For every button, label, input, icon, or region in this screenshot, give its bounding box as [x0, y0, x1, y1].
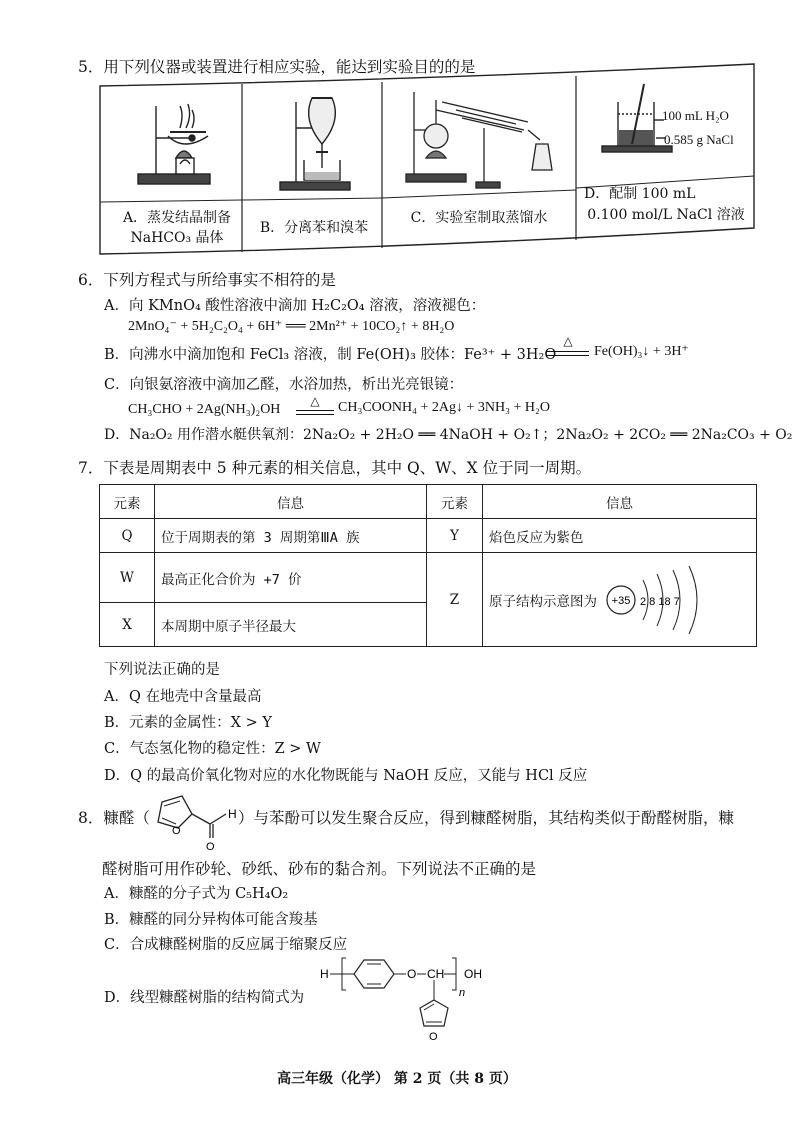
element-w: W	[100, 553, 155, 603]
info-y: 焰色反应为紫色	[483, 519, 757, 553]
q7-sub-stem: 下列说法正确的是	[104, 662, 220, 678]
q7-option-c: C．气态氢化物的稳定性：Z > W	[104, 741, 321, 757]
header-info-2: 信息	[483, 485, 757, 519]
q7-stem: 7．下表是周期表中 5 种元素的相关信息，其中 Q、W、X 位于同一周期。	[78, 459, 592, 477]
apparatus-b-separatory-funnel-icon	[280, 98, 350, 190]
furfural-h: H	[228, 807, 237, 821]
header-info-1: 信息	[155, 485, 427, 519]
q8-option-b: B．糠醛的同分异构体可能含羧基	[104, 912, 318, 928]
furfural-ring-o: O	[172, 825, 181, 837]
beaker-label-nacl: 0.585 g NaCl	[664, 132, 734, 147]
apparatus-c-distillation-icon	[406, 92, 552, 188]
q8-stem-mid: ）与苯酚可以发生聚合反应，得到糠醛树脂，其结构类似于酚醛树脂，糠	[238, 809, 735, 827]
q8-stem-end: 醛树脂可用作砂轮、砂纸、砂布的黏合剂。下列说法不正确的是	[102, 860, 537, 878]
q8-option-a: A．糠醛的分子式为 C₅H₄O₂	[104, 886, 289, 902]
furfural-carbonyl-o: O	[206, 841, 215, 852]
furfural-structure-icon	[148, 790, 240, 852]
resin-repeat-n: n	[459, 987, 466, 999]
caption-d-line1: D．配制 100 mL	[584, 186, 696, 202]
page-footer: 高三年级（化学） 第 2 页（共 8 页）	[277, 1071, 517, 1087]
q7-element-table	[99, 484, 757, 647]
q6-equation-a: 2MnO₄⁻ + 5H₂C₂O₄ + 6H⁺ ══ 2Mn²⁺ + 10CO₂↑ + 8H₂O	[128, 319, 455, 334]
caption-b: B．分离苯和溴苯	[259, 220, 369, 236]
q7-option-a: A．Q 在地壳中含量最高	[104, 689, 262, 705]
element-x: X	[100, 603, 155, 647]
q6-b-heat-mark: △	[563, 334, 573, 348]
resin-ether-o: O	[407, 967, 417, 981]
element-q: Q	[100, 519, 155, 553]
table-row	[100, 553, 757, 603]
q6-stem: 6．下列方程式与所给事实不相符的是	[78, 271, 336, 289]
electron-shells: 2 8 18 7	[640, 595, 680, 608]
q7-option-b: B．元素的金属性：X > Y	[104, 715, 272, 731]
resin-ch: CH	[427, 967, 445, 981]
resin-structure-icon	[316, 950, 506, 1046]
nucleus-charge: +35	[611, 594, 631, 607]
apparatus-a-evaporation-icon	[138, 104, 210, 184]
caption-a-line1: A．蒸发结晶制备	[122, 210, 232, 226]
table-row	[100, 519, 757, 553]
resin-furan-o: O	[429, 1031, 438, 1043]
q6-c-heat-mark: △	[310, 394, 320, 408]
element-z: Z	[427, 553, 483, 647]
q5-stem: 5．用下列仪器或装置进行相应实验，能达到实验目的的是	[78, 58, 476, 76]
q6-b-equals-sign	[547, 351, 589, 356]
q6-c-products: CH₃COONH₄ + 2Ag↓ + 3NH₃ + H₂O	[338, 400, 550, 415]
q8-option-d: D．线型糠醛树脂的结构简式为	[104, 990, 305, 1006]
resin-end-h: H	[320, 967, 329, 981]
header-element-1: 元素	[100, 485, 155, 519]
element-y: Y	[427, 519, 483, 553]
q6-b-products: Fe(OH)₃↓ + 3H⁺	[594, 344, 689, 359]
q6-option-c: C．向银氨溶液中滴加乙醛，水浴加热，析出光亮银镜：	[104, 377, 464, 393]
q6-c-reactants: CH₃CHO + 2Ag(NH₃)₂OH	[128, 402, 281, 417]
atom-structure-diagram	[603, 564, 715, 636]
caption-c: C．实验室制取蒸馏水	[410, 210, 548, 226]
info-w: 最高正化合价为 +7 价	[155, 553, 427, 603]
info-z-cell	[483, 553, 757, 647]
header-element-2: 元素	[427, 485, 483, 519]
caption-a-line2: NaHCO₃ 晶体	[130, 230, 224, 246]
beaker-label-water: 100 mL H₂O	[662, 108, 729, 123]
q8-option-c: C．合成糠醛树脂的反应属于缩聚反应	[104, 937, 348, 953]
q6-option-b: B．向沸水中滴加饱和 FeCl₃ 溶液，制 Fe(OH)₃ 胶体：Fe³⁺ + 3H₂O	[104, 347, 557, 363]
info-z: 原子结构示意图为	[489, 593, 597, 610]
q6-c-equals-sign	[296, 410, 334, 415]
resin-end-oh: OH	[464, 967, 482, 981]
q7-option-d: D．Q 的最高价氧化物对应的水化物既能与 NaOH 反应，又能与 HCl 反应	[104, 768, 588, 784]
q8-stem-start: 8．糠醛（	[78, 809, 150, 827]
caption-d-line2: 0.100 mol/L NaCl 溶液	[587, 207, 745, 223]
info-x: 本周期中原子半径最大	[155, 603, 427, 647]
q6-option-a: A．向 KMnO₄ 酸性溶液中滴加 H₂C₂O₄ 溶液，溶液褪色：	[104, 298, 486, 314]
info-q: 位于周期表的第 3 周期第ⅢA 族	[155, 519, 427, 553]
q6-option-d: D．Na₂O₂ 用作潜水艇供氧剂：2Na₂O₂ + 2H₂O ══ 4NaOH + O₂↑；2Na₂O₂ + 2CO₂ ══ 2Na₂CO₃ + O₂	[104, 427, 793, 443]
